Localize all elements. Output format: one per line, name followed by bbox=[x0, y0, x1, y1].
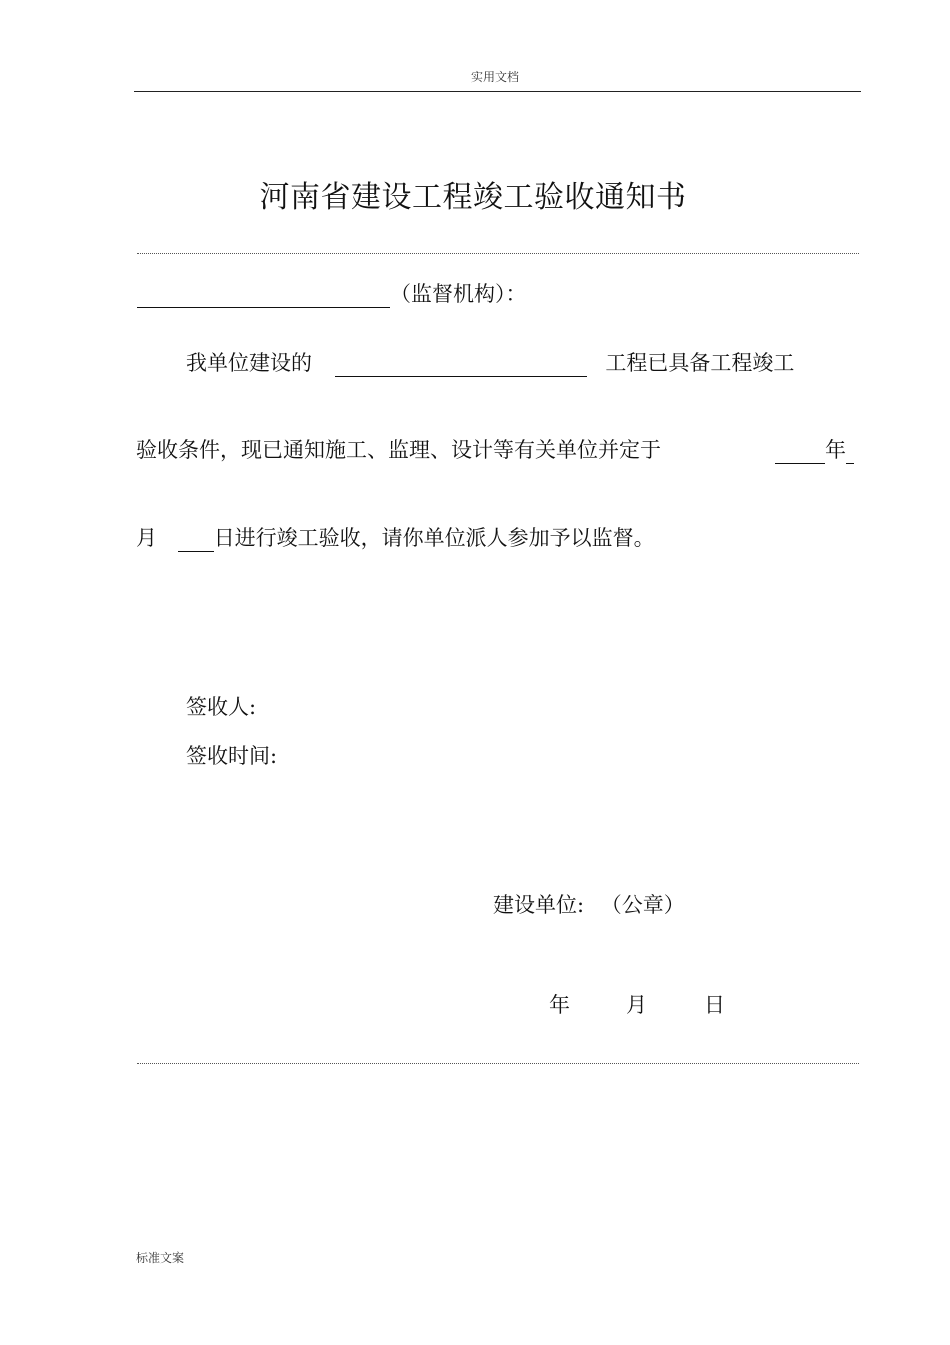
month-label: 月 bbox=[136, 526, 157, 550]
addressee-line bbox=[137, 278, 527, 308]
line1-prefix: 我单位建设的 bbox=[186, 351, 312, 375]
page-header-text: 实用文档 bbox=[470, 70, 519, 84]
builder-label: 建设单位: bbox=[493, 893, 585, 917]
year-label: 年 bbox=[825, 438, 846, 462]
bottom-dotted-divider bbox=[137, 1063, 859, 1064]
header-divider bbox=[134, 91, 861, 92]
page-footer-text: 标准文案 bbox=[136, 1251, 185, 1265]
date-month: 月 bbox=[626, 993, 647, 1017]
paragraph-line-3 bbox=[136, 522, 655, 552]
top-dotted-divider bbox=[137, 253, 859, 254]
paragraph-line-2-text: 验收条件，现已通知施工、监理、设计等有关单位并定于 bbox=[136, 438, 661, 462]
seal-label: （公章） bbox=[600, 893, 685, 917]
builder-line bbox=[493, 889, 685, 919]
paragraph-line-2-year bbox=[775, 434, 854, 464]
year-blank[interactable] bbox=[775, 439, 825, 464]
line1-suffix: 工程已具备工程竣工 bbox=[605, 351, 795, 375]
date-year: 年 bbox=[549, 993, 570, 1017]
line3-rest: 日进行竣工验收，请你单位派人参加予以监督。 bbox=[213, 526, 655, 550]
receiver-label: 签收人: bbox=[186, 695, 257, 719]
receive-time-label: 签收时间: bbox=[186, 744, 278, 768]
addressee-suffix: （监督机构）： bbox=[390, 282, 527, 306]
document-title: 河南省建设工程竣工验收通知书 bbox=[259, 180, 687, 215]
date-day: 日 bbox=[704, 993, 725, 1017]
month-blank-start[interactable] bbox=[846, 439, 854, 464]
project-name-blank[interactable] bbox=[335, 352, 587, 377]
paragraph-line-1 bbox=[186, 347, 794, 377]
supervisor-blank[interactable] bbox=[137, 283, 390, 308]
day-blank[interactable] bbox=[178, 527, 214, 552]
